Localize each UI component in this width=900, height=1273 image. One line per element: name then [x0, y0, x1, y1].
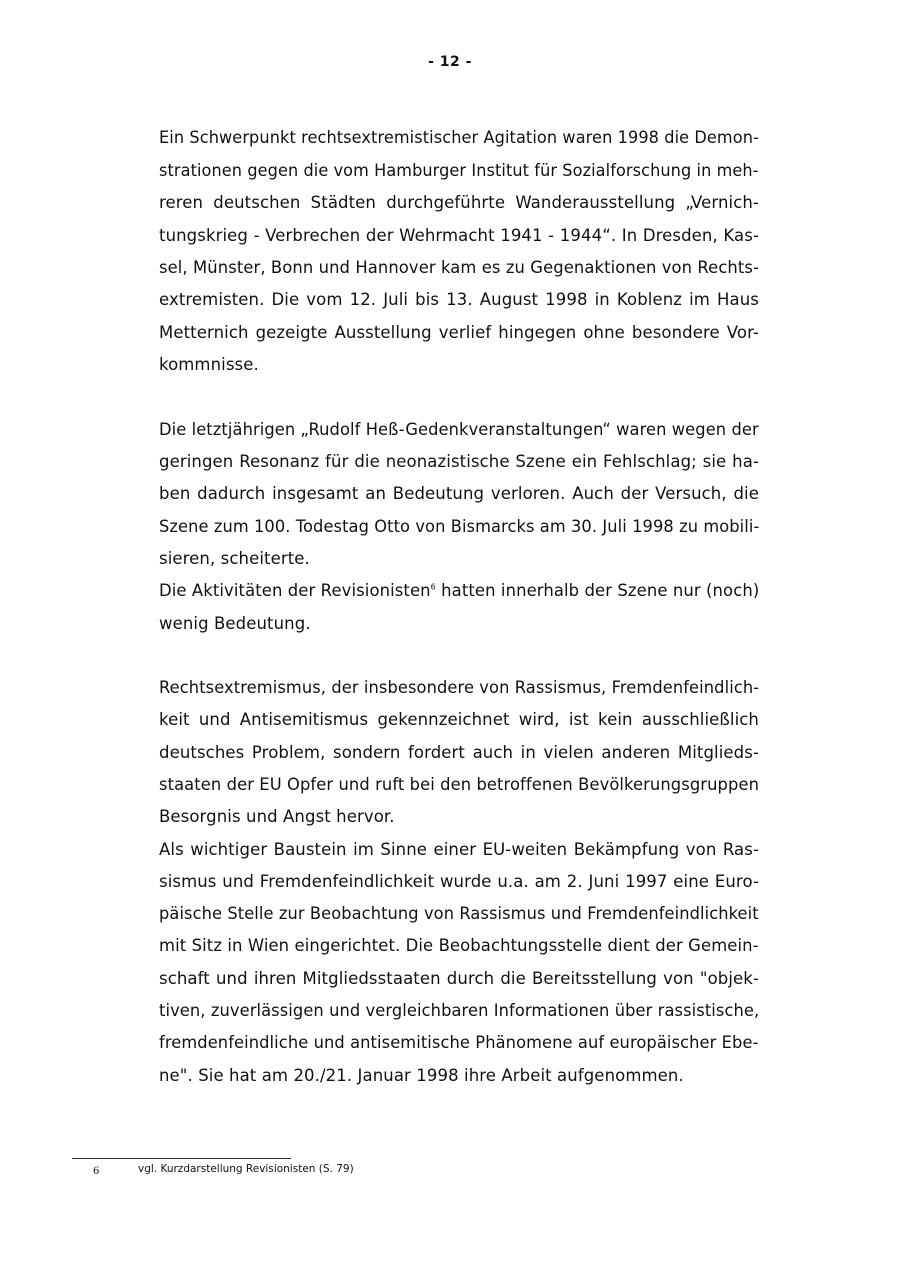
text-line: extremisten. Die vom 12. Juli bis 13. August 1998 in Koblenz im Haus	[159, 290, 759, 309]
text-line: sel, Münster, Bonn und Hannover kam es zu Gegenaktionen von Rechts-	[159, 258, 760, 277]
text-line: schaft und ihren Mitgliedsstaaten durch die Bereitsstellung von "objek-	[159, 969, 759, 988]
text-segment: hatten innerhalb der Szene nur (noch)	[435, 581, 760, 600]
text-line: geringen Resonanz für die neonazistische Szene ein Fehlschlag; sie ha-	[159, 452, 759, 471]
text-line: deutsches Problem, sondern fordert auch in vielen anderen Mitglieds-	[159, 743, 759, 762]
text-line: keit und Antisemitismus gekennzeichnet wird, ist kein ausschließlich	[159, 710, 759, 729]
text-line: Ein Schwerpunkt rechtsextremistischer Agitation waren 1998 die Demon-	[159, 128, 759, 147]
text-line: päische Stelle zur Beobachtung von Rassismus und Fremdenfeindlichkeit	[159, 904, 759, 923]
text-line: tiven, zuverlässigen und vergleichbaren Informationen über rassistische,	[159, 1001, 760, 1020]
text-line: kommnisse.	[159, 355, 259, 374]
text-segment: Die Aktivitäten der Revisionisten	[159, 581, 431, 600]
text-line: ne". Sie hat am 20./21. Januar 1998 ihre Arbeit aufgenommen.	[159, 1066, 684, 1085]
footnote-divider	[72, 1158, 291, 1159]
footnote-text: vgl. Kurzdarstellung Revisionisten (S. 79)	[138, 1163, 354, 1175]
text-line: sieren, scheiterte.	[159, 549, 310, 568]
text-line: wenig Bedeutung.	[159, 614, 311, 633]
text-line: Besorgnis und Angst hervor.	[159, 807, 395, 826]
footnote-reference[interactable]: 6	[430, 582, 436, 592]
text-line: Metternich gezeigte Ausstellung verlief hingegen ohne besondere Vor-	[159, 323, 759, 342]
text-line: sismus und Fremdenfeindlichkeit wurde u.a. am 2. Juni 1997 eine Euro-	[159, 872, 759, 891]
page-number: - 12 -	[428, 54, 472, 70]
text-line	[159, 581, 760, 601]
text-line: fremdenfeindliche und antisemitische Phänomene auf europäischer Ebe-	[159, 1033, 759, 1052]
text-line: Szene zum 100. Todestag Otto von Bismarcks am 30. Juli 1998 zu mobili-	[159, 517, 760, 536]
text-line: mit Sitz in Wien eingerichtet. Die Beobachtungsstelle dient der Gemein-	[159, 936, 759, 955]
text-line: ben dadurch insgesamt an Bedeutung verloren. Auch der Versuch, die	[159, 484, 759, 503]
text-line: reren deutschen Städten durchgeführte Wanderausstellung „Vernich-	[159, 193, 759, 212]
text-line: Die letztjährigen „Rudolf Heß-Gedenkveranstaltungen“ waren wegen der	[159, 420, 759, 439]
text-line: Rechtsextremismus, der insbesondere von Rassismus, Fremdenfeindlich-	[159, 678, 760, 697]
footnote-marker: 6	[93, 1166, 100, 1177]
text-line: strationen gegen die vom Hamburger Institut für Sozialforschung in meh-	[159, 161, 759, 180]
text-line: staaten der EU Opfer und ruft bei den betroffenen Bevölkerungsgruppen	[159, 775, 760, 794]
text-line: Als wichtiger Baustein im Sinne einer EU-weiten Bekämpfung von Ras-	[159, 840, 759, 859]
text-line: tungskrieg - Verbrechen der Wehrmacht 1941 - 1944“. In Dresden, Kas-	[159, 226, 759, 245]
